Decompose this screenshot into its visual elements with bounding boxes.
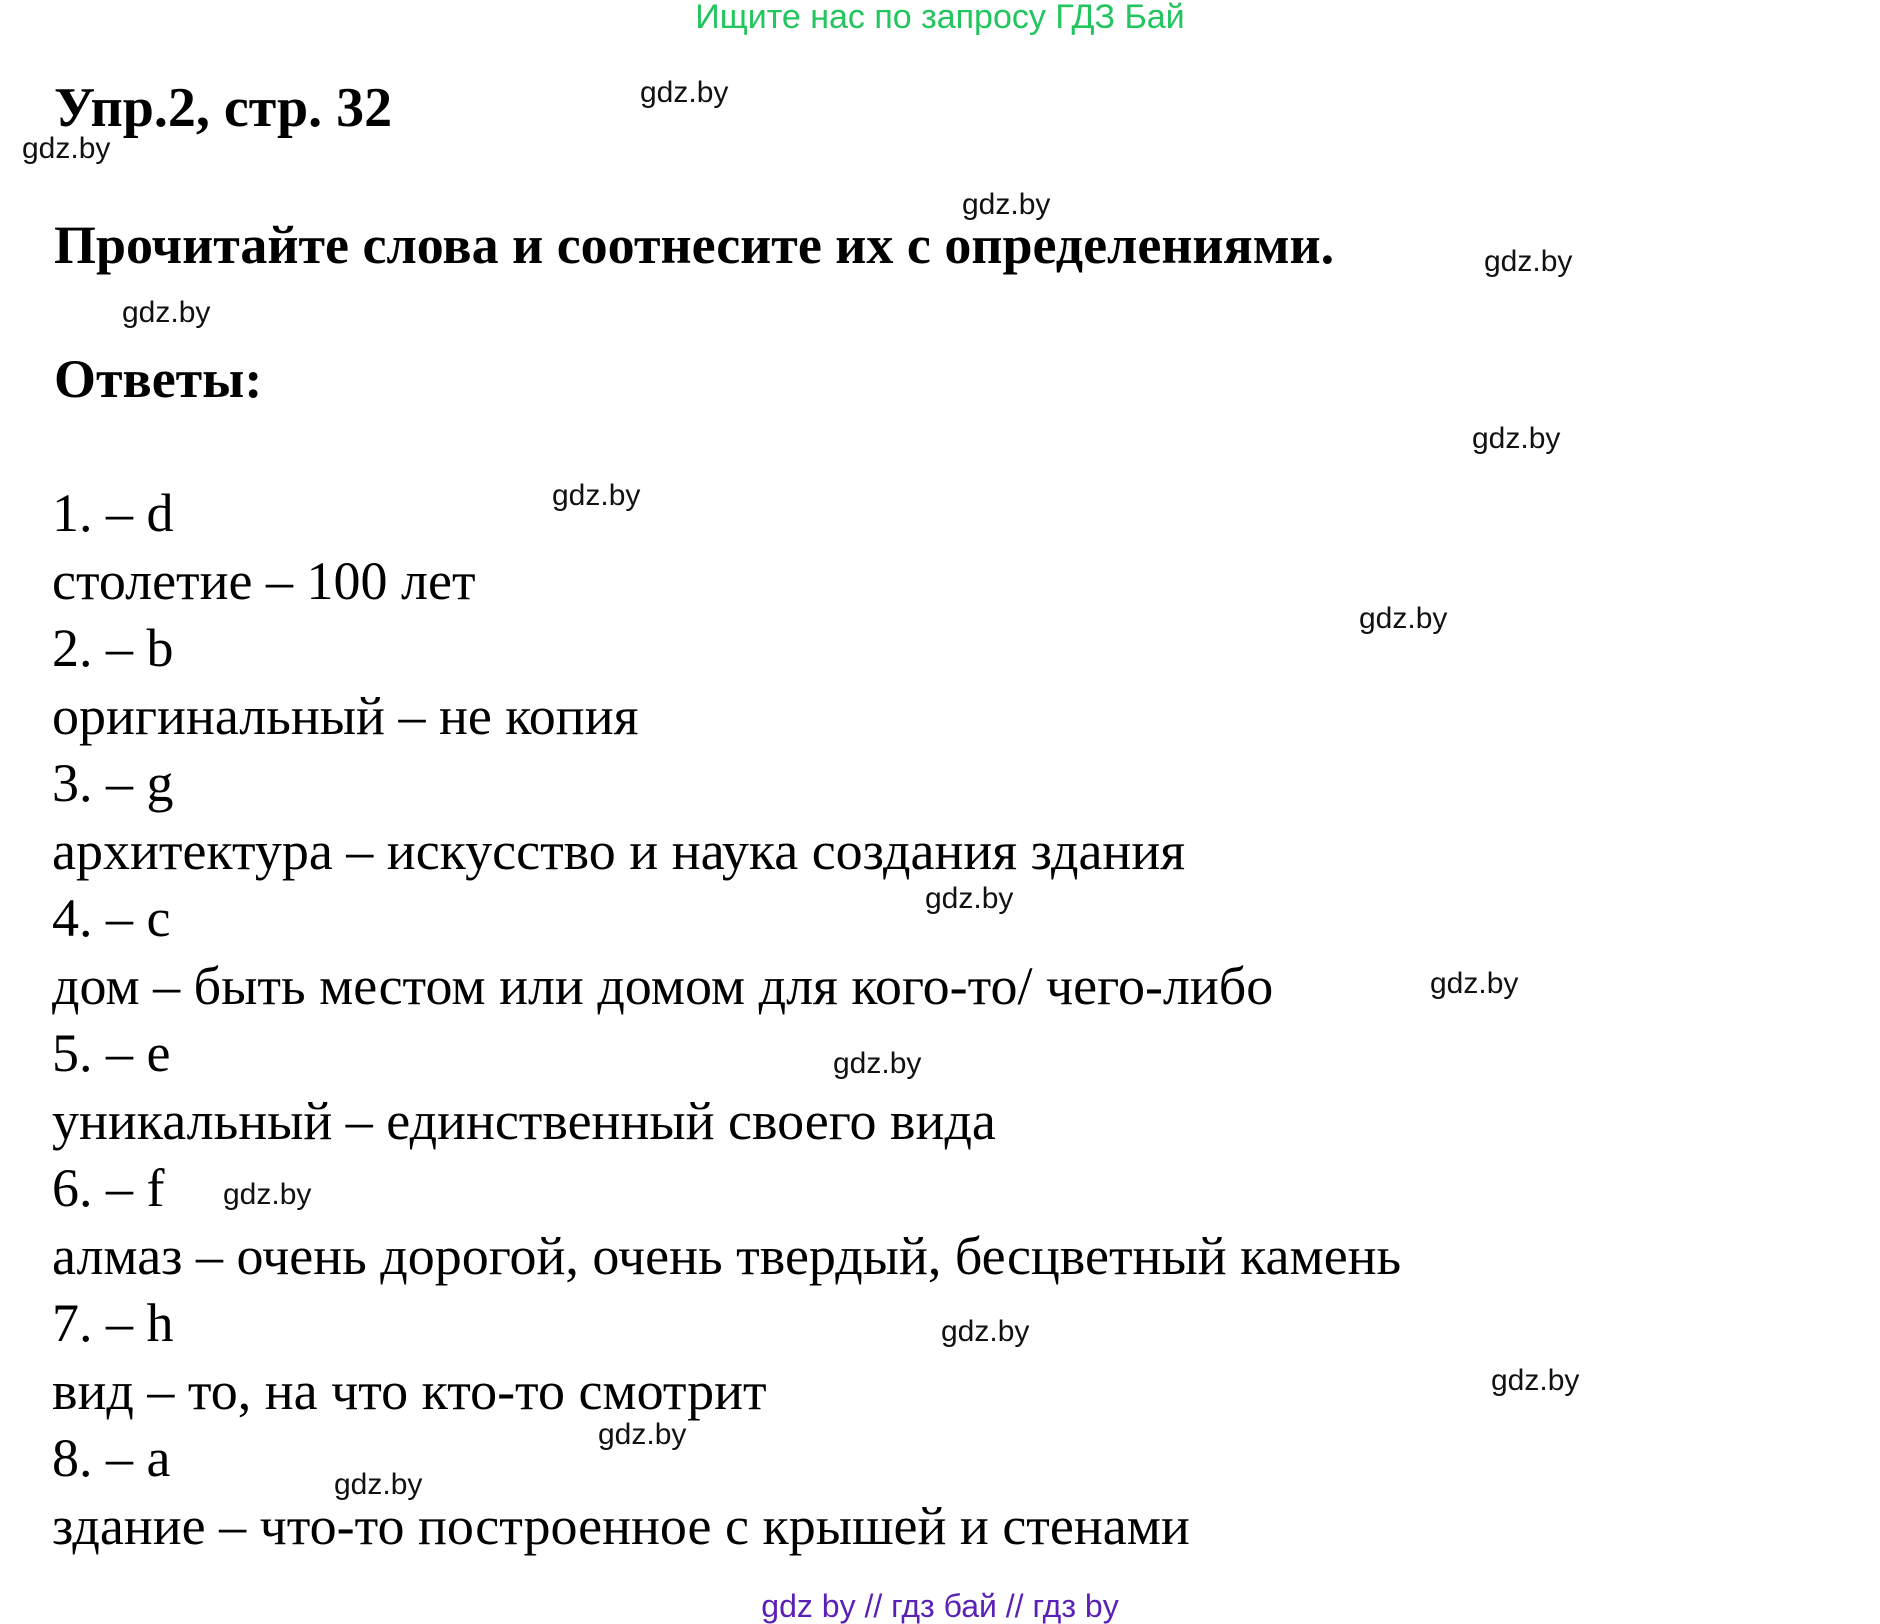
answer-definition: алмаз – очень дорогой, очень твердый, бесцветный камень <box>52 1225 1402 1286</box>
answer-definition: вид – то, на что кто-то смотрит <box>52 1360 767 1421</box>
answer-pair: 2. – b <box>52 618 174 678</box>
answer-pair: 6. – f <box>52 1158 165 1218</box>
exercise-title: Упр.2, стр. 32 <box>54 77 393 139</box>
answer-pair: 1. – d <box>52 483 174 543</box>
watermark: gdz.by <box>925 882 1014 915</box>
watermark: gdz.by <box>1491 1364 1580 1397</box>
watermark: gdz.by <box>1484 245 1573 278</box>
watermark: gdz.by <box>1359 602 1448 635</box>
answer-pair: 7. – h <box>52 1293 174 1353</box>
answer-definition: столетие – 100 лет <box>52 550 476 611</box>
watermark: gdz.by <box>1430 967 1519 1000</box>
watermark: gdz.by <box>1472 422 1561 455</box>
watermark: gdz.by <box>962 188 1051 221</box>
answer-definition: дом – быть местом или домом для кого-то/ чего-либо <box>52 955 1274 1016</box>
answers-list <box>52 480 1401 1560</box>
watermark: gdz.by <box>552 479 641 512</box>
watermark: gdz.by <box>833 1047 922 1080</box>
answer-definition: уникальный – единственный своего вида <box>52 1090 996 1151</box>
watermark: gdz.by <box>598 1418 687 1451</box>
task-title: Прочитайте слова и соотнесите их с определениями. <box>54 215 1335 275</box>
answer-definition: здание – что-то построенное с крышей и стенами <box>52 1495 1190 1556</box>
watermark: gdz.by <box>941 1315 1030 1348</box>
answer-pair: 3. – g <box>52 753 174 813</box>
answer-pair: 4. – c <box>52 888 171 948</box>
watermark: gdz.by <box>122 296 211 329</box>
watermark: gdz.by <box>334 1468 423 1501</box>
answer-definition: архитектура – искусство и наука создания здания <box>52 820 1186 881</box>
answer-pair: 5. – e <box>52 1023 171 1083</box>
top-banner: Ищите нас по запросу ГДЗ Бай <box>695 0 1185 36</box>
answers-heading: Ответы: <box>54 349 263 409</box>
watermark: gdz.by <box>640 76 729 109</box>
answer-definition: оригинальный – не копия <box>52 685 639 746</box>
watermark: gdz.by <box>223 1178 312 1211</box>
watermark: gdz.by <box>22 132 111 165</box>
answer-pair: 8. – a <box>52 1428 171 1488</box>
footer-links: gdz by // гдз бай // гдз by <box>761 1588 1119 1624</box>
